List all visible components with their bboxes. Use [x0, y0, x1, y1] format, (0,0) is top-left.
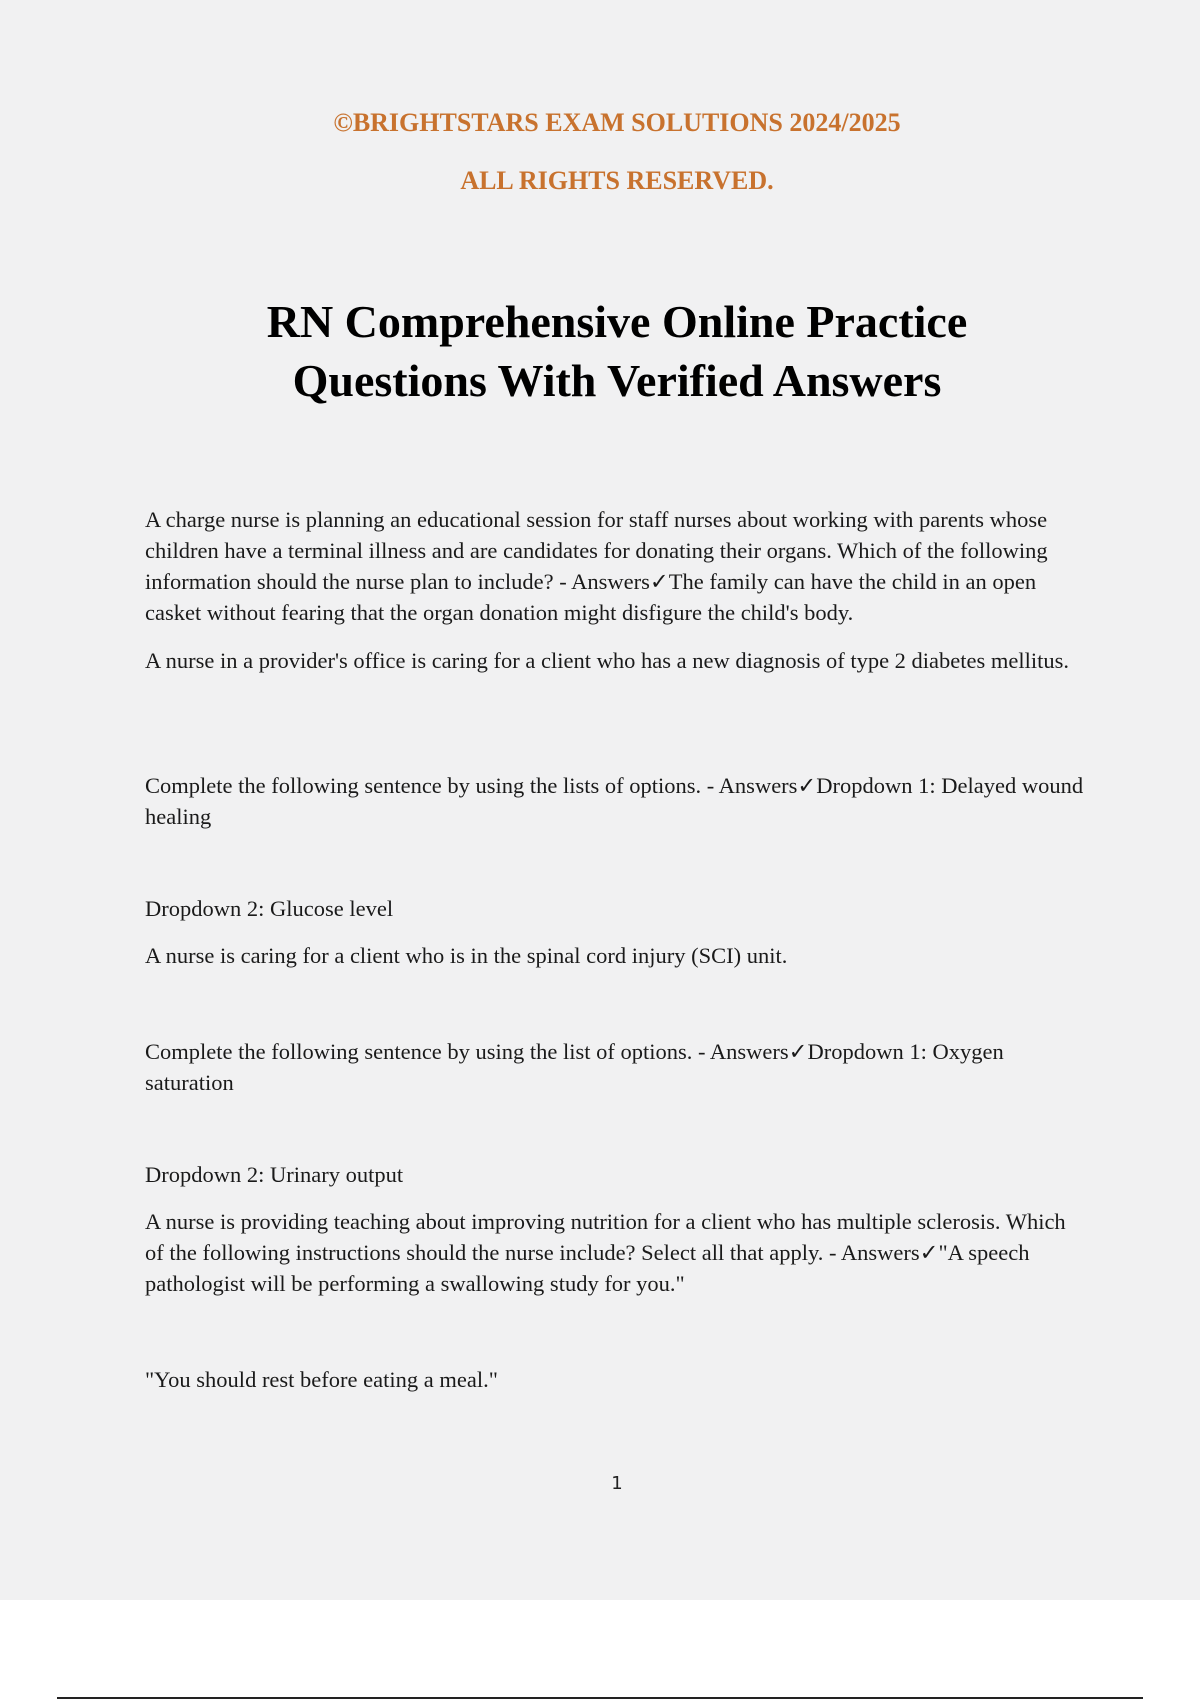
question-paragraph: A nurse in a provider's office is caring for a client who has a new diagnosis of type 2 diabetes mellitus. — [145, 648, 1070, 673]
rights-line: ALL RIGHTS RESERVED. — [460, 166, 774, 195]
question-paragraph: A nurse is caring for a client who is in the spinal cord injury (SCI) unit. — [145, 943, 788, 968]
footer-divider — [57, 1697, 1143, 1699]
page-title — [0, 292, 1200, 410]
question-paragraph: A charge nurse is planning an educational session for staff nurses about working with parents whose children have a terminal illness and are candidates for donating their organs. Which of the following information should the nurse plan to include? - Answers✓The family can have the child in an open casket without fearing that the organ donation might disfigure the child's body. — [145, 507, 1048, 625]
answer-paragraph: Dropdown 2: Glucose level — [145, 896, 394, 921]
question-paragraph: A nurse is providing teaching about improving nutrition for a client who has multiple sclerosis. Which of the following instructions should the nurse include? Select all that apply. - Answers✓"A speech pathologist will be performing a swallowing study for you." — [145, 1209, 1066, 1296]
answer-paragraph: Complete the following sentence by using the lists of options. - Answers✓Dropdown 1: Delayed wound healing — [145, 773, 1084, 829]
page-number: 1 — [611, 1473, 623, 1494]
copyright-line: ©BRIGHTSTARS EXAM SOLUTIONS 2024/2025 — [333, 108, 901, 137]
copyright-header — [0, 94, 1200, 210]
answer-paragraph: Dropdown 2: Urinary output — [145, 1162, 404, 1187]
answer-paragraph: "You should rest before eating a meal." — [145, 1367, 498, 1392]
title-line-1: RN Comprehensive Online Practice — [266, 296, 968, 347]
title-line-2: Questions With Verified Answers — [292, 355, 942, 406]
answer-paragraph: Complete the following sentence by using the list of options. - Answers✓Dropdown 1: Oxygen saturation — [145, 1039, 1004, 1095]
